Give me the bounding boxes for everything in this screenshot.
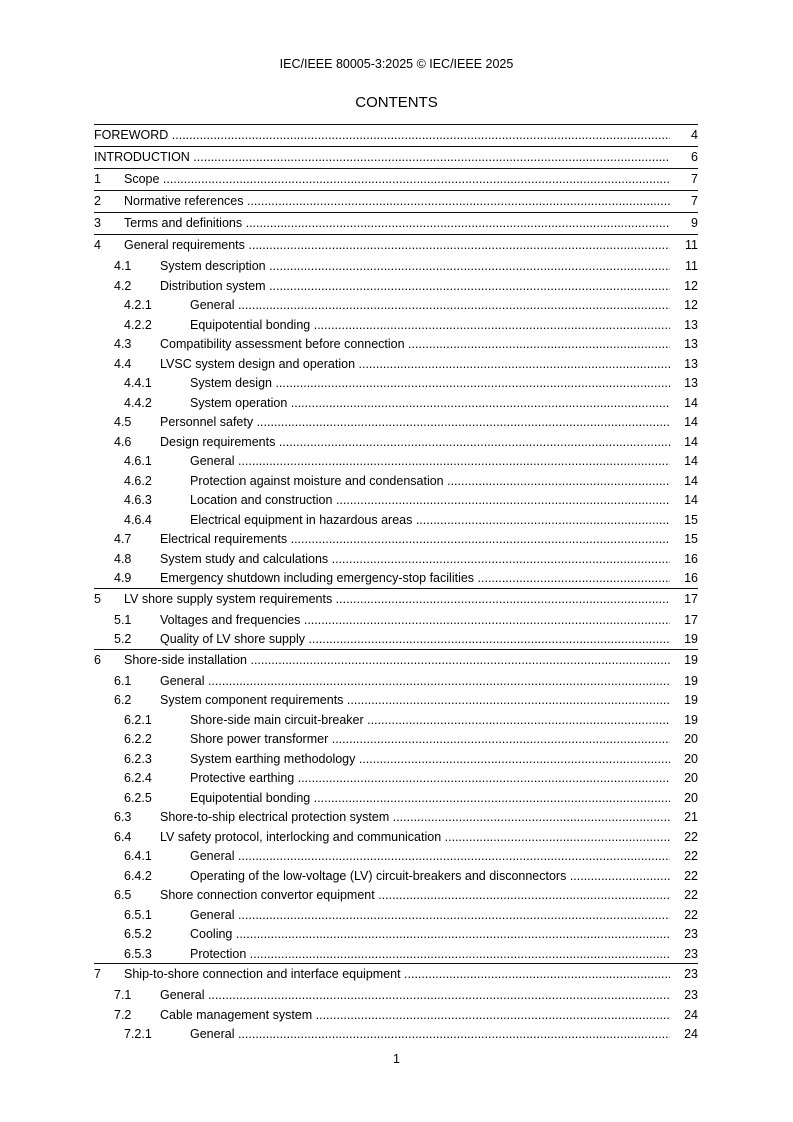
toc-entry-page: 13 bbox=[682, 315, 698, 335]
toc-entry-title: System operation ..... bbox=[190, 393, 670, 413]
toc-entry-page: 17 bbox=[682, 589, 698, 609]
toc-entry-title: Voltages and frequencies ..... bbox=[160, 610, 670, 630]
toc-entry[interactable] bbox=[94, 146, 698, 169]
toc-entry-page: 24 bbox=[682, 1024, 698, 1044]
toc-entry-title: Personnel safety ..... bbox=[160, 412, 670, 432]
toc-entry-title: Shore-side main circuit-breaker ..... bbox=[190, 710, 670, 730]
toc-entry-page: 12 bbox=[682, 295, 698, 315]
toc-entry[interactable] bbox=[94, 629, 698, 649]
toc-entry-number: 4.6.4 bbox=[124, 512, 152, 527]
toc-entry-number: 6.5.1 bbox=[124, 907, 152, 922]
toc-entry-page: 22 bbox=[682, 905, 698, 925]
toc-entry-title: System component requirements ..... bbox=[160, 690, 670, 710]
toc-entry[interactable] bbox=[94, 649, 698, 672]
toc-entry-number: 6.2.2 bbox=[124, 732, 152, 746]
toc-entry[interactable] bbox=[94, 549, 698, 569]
toc-entry-number: 4.1 bbox=[114, 259, 132, 273]
toc-entry-page: 7 bbox=[689, 169, 698, 189]
toc-entry-title: General ..... bbox=[160, 671, 670, 691]
toc-entry-number: 4.4.2 bbox=[124, 395, 152, 410]
toc-entry-number: 5.2 bbox=[114, 632, 132, 646]
toc-entry-number: 6.2.1 bbox=[124, 712, 152, 727]
toc-entry[interactable] bbox=[94, 827, 698, 847]
toc-entry[interactable] bbox=[94, 985, 698, 1005]
toc-entry[interactable] bbox=[94, 807, 698, 827]
toc-entry-title: Electrical equipment in hazardous areas ..... bbox=[190, 510, 670, 530]
toc-entry-page: 19 bbox=[682, 671, 698, 691]
toc-entry-page: 11 bbox=[683, 256, 698, 276]
toc-entry-number: 6 bbox=[94, 652, 101, 667]
toc-entry-page: 15 bbox=[682, 529, 698, 549]
toc-entry-title: LVSC system design and operation ..... bbox=[160, 354, 670, 374]
toc-entry-title: General ..... bbox=[190, 905, 670, 925]
toc-entry-title: Electrical requirements ..... bbox=[160, 529, 670, 549]
toc-entry-number: 6.5 bbox=[114, 888, 132, 902]
toc-entry-number: 4 bbox=[94, 238, 101, 252]
toc-entry[interactable] bbox=[94, 846, 698, 866]
toc-entry-number: 6.2.5 bbox=[124, 790, 152, 805]
toc-entry-page: 23 bbox=[682, 924, 698, 944]
toc-entry-page: 22 bbox=[682, 885, 698, 905]
toc-entry-title: Distribution system ..... bbox=[160, 276, 670, 296]
toc-entry[interactable] bbox=[94, 212, 698, 235]
toc-entry-page: 23 bbox=[682, 964, 698, 984]
toc-entry-number: 5 bbox=[94, 591, 101, 606]
toc-entry-number: 4.6.3 bbox=[124, 493, 152, 507]
toc-entry-page: 22 bbox=[682, 827, 698, 847]
toc-entry-title: LV shore supply system requirements ..... bbox=[124, 589, 670, 609]
toc-entry-number: 4.2.2 bbox=[124, 317, 152, 332]
toc-entry[interactable] bbox=[94, 276, 698, 296]
toc-entry-title: General ..... bbox=[160, 985, 670, 1005]
toc-entry[interactable] bbox=[94, 124, 698, 147]
toc-entry-page: 14 bbox=[682, 393, 698, 413]
toc-entry[interactable] bbox=[94, 234, 698, 257]
toc-entry-page: 23 bbox=[682, 985, 698, 1005]
toc-entry-title: LV safety protocol, interlocking and communication ..... bbox=[160, 827, 670, 847]
toc-entry-title: Protection against moisture and condensation ..... bbox=[190, 471, 670, 491]
toc-entry-number: 4.4 bbox=[114, 356, 132, 371]
toc-entry[interactable] bbox=[94, 295, 698, 315]
toc-entry-number: 6.2.4 bbox=[124, 771, 152, 785]
toc-entry-page: 19 bbox=[682, 710, 698, 730]
toc-entry[interactable] bbox=[94, 885, 698, 905]
page-number: 1 bbox=[393, 1052, 400, 1066]
toc-entry-title: Ship-to-shore connection and interface equipment ..... bbox=[124, 964, 670, 984]
toc-entry-number: 4.4.1 bbox=[124, 376, 152, 390]
toc-entry[interactable] bbox=[94, 866, 698, 886]
toc-entry-number: 4.5 bbox=[114, 415, 132, 429]
toc-entry[interactable] bbox=[94, 490, 698, 510]
toc-entry[interactable] bbox=[94, 690, 698, 710]
toc-entry[interactable] bbox=[94, 432, 698, 452]
toc-entry-title: Normative references ..... bbox=[124, 191, 670, 211]
toc-entry[interactable] bbox=[94, 944, 698, 964]
toc-entry-number: 6.2.3 bbox=[124, 751, 152, 766]
toc-entry-number: 4.2 bbox=[114, 278, 132, 293]
toc-entry-page: 20 bbox=[682, 788, 698, 808]
toc-entry-page: 14 bbox=[682, 412, 698, 432]
toc-entry-number: 6.4.2 bbox=[124, 868, 152, 883]
toc-entry-title: Shore connection convertor equipment ..... bbox=[160, 885, 670, 905]
toc-entry-number: 4.7 bbox=[114, 532, 132, 546]
toc-entry-page: 9 bbox=[689, 213, 698, 233]
toc-entry-page: 22 bbox=[682, 846, 698, 866]
toc-entry-number: 4.9 bbox=[114, 571, 132, 585]
toc-entry-page: 12 bbox=[682, 276, 698, 296]
toc-entry-number: 3 bbox=[94, 216, 101, 230]
toc-entry-page: 19 bbox=[682, 629, 698, 649]
toc-entry[interactable] bbox=[94, 729, 698, 749]
toc-entry[interactable] bbox=[94, 373, 698, 393]
toc-entry-title: System study and calculations ..... bbox=[160, 549, 670, 569]
toc-entry-number: 4.2.1 bbox=[124, 298, 152, 312]
toc-entry-number: 6.4 bbox=[114, 829, 132, 844]
toc-entry-number: 1 bbox=[94, 172, 101, 186]
toc-entry-title: Equipotential bonding ..... bbox=[190, 788, 670, 808]
toc-entry-number: 2 bbox=[94, 194, 101, 208]
toc-entry-number: 6.4.1 bbox=[124, 849, 152, 863]
toc-entry-page: 20 bbox=[682, 768, 698, 788]
toc-entry-page: 7 bbox=[689, 191, 698, 211]
toc-entry-title: Shore-side installation ..... bbox=[124, 650, 670, 670]
toc-entry[interactable] bbox=[94, 1024, 698, 1044]
contents-title: CONTENTS bbox=[355, 94, 438, 111]
toc-entry-number: 7.2.1 bbox=[124, 1027, 152, 1041]
toc-entry-page: 22 bbox=[682, 866, 698, 886]
toc-entry-page: 14 bbox=[682, 451, 698, 471]
toc-entry-title: Emergency shutdown including emergency-stop facilities ..... bbox=[160, 568, 670, 588]
toc-entry[interactable] bbox=[94, 393, 698, 413]
toc-entry-title: System description ..... bbox=[160, 256, 670, 276]
toc-entry-title: Design requirements ..... bbox=[160, 432, 670, 452]
toc-entry-title: Shore power transformer ..... bbox=[190, 729, 670, 749]
toc-entry-number: 6.1 bbox=[114, 673, 132, 688]
toc-entry-page: 19 bbox=[682, 690, 698, 710]
running-header: IEC/IEEE 80005-3:2025 © IEC/IEEE 2025 bbox=[279, 57, 514, 71]
toc-entry-number: 4.3 bbox=[114, 337, 132, 351]
toc-entry-title: INTRODUCTION ..... bbox=[94, 147, 670, 167]
toc-entry[interactable] bbox=[94, 588, 698, 611]
toc-entry-page: 13 bbox=[682, 354, 698, 374]
toc-entry-page: 13 bbox=[682, 373, 698, 393]
toc-entry-page: 11 bbox=[683, 235, 698, 255]
toc-entry-page: 15 bbox=[682, 510, 698, 530]
toc-entry-page: 16 bbox=[682, 568, 698, 588]
toc-entry[interactable] bbox=[94, 568, 698, 588]
toc-entry-number: 4.6.2 bbox=[124, 473, 152, 488]
toc-entry-title: System earthing methodology ..... bbox=[190, 749, 670, 769]
toc-entry[interactable] bbox=[94, 529, 698, 549]
toc-entry-title: General ..... bbox=[190, 295, 670, 315]
toc-entry-title: Compatibility assessment before connection ..... bbox=[160, 334, 670, 354]
toc-entry-title: Scope ..... bbox=[124, 169, 670, 189]
toc-entry[interactable] bbox=[94, 610, 698, 630]
toc-entry[interactable] bbox=[94, 190, 698, 213]
toc-entry[interactable] bbox=[94, 749, 698, 769]
toc-entry[interactable] bbox=[94, 1005, 698, 1025]
toc-entry[interactable] bbox=[94, 788, 698, 808]
toc-entry-number: 6.5.2 bbox=[124, 927, 152, 941]
toc-entry-number: 6.5.3 bbox=[124, 946, 152, 961]
toc-entry-number: 7.2 bbox=[114, 1007, 132, 1022]
toc-entry-page: 6 bbox=[689, 147, 698, 167]
toc-entry-page: 14 bbox=[682, 432, 698, 452]
toc-entry-page: 13 bbox=[682, 334, 698, 354]
toc-entry[interactable] bbox=[94, 451, 698, 471]
toc-entry-number: 5.1 bbox=[114, 612, 132, 627]
toc-entry[interactable] bbox=[94, 671, 698, 691]
toc-entry-number: 6.2 bbox=[114, 693, 132, 707]
toc-entry[interactable] bbox=[94, 168, 698, 191]
toc-entry[interactable] bbox=[94, 963, 698, 986]
toc-entry-title: Shore-to-ship electrical protection system ..... bbox=[160, 807, 670, 827]
toc-entry[interactable] bbox=[94, 334, 698, 354]
toc-entry[interactable] bbox=[94, 510, 698, 530]
toc-entry-page: 14 bbox=[682, 490, 698, 510]
toc-entry-page: 20 bbox=[682, 729, 698, 749]
toc-entry-number: 4.6.1 bbox=[124, 454, 152, 468]
toc-entry-page: 14 bbox=[682, 471, 698, 491]
toc-entry-number: 4.6 bbox=[114, 434, 132, 449]
toc-entry[interactable] bbox=[94, 315, 698, 335]
toc-entry-page: 17 bbox=[682, 610, 698, 630]
toc-entry-page: 20 bbox=[682, 749, 698, 769]
toc-entry-title: Terms and definitions ..... bbox=[124, 213, 670, 233]
toc-entry[interactable] bbox=[94, 768, 698, 788]
toc-entry-title: Cooling ..... bbox=[190, 924, 670, 944]
toc-entry[interactable] bbox=[94, 354, 698, 374]
toc-entry-title: Operating of the low-voltage (LV) circuit-breakers and disconnectors ..... bbox=[190, 866, 670, 886]
toc-entry-page: 16 bbox=[682, 549, 698, 569]
toc-entry-title: System design ..... bbox=[190, 373, 670, 393]
toc-entry-title: Protection ..... bbox=[190, 944, 670, 964]
toc-entry-page: 23 bbox=[682, 944, 698, 964]
toc-entry-page: 21 bbox=[682, 807, 698, 827]
toc-entry-title: Location and construction ..... bbox=[190, 490, 670, 510]
toc-entry-number: 6.3 bbox=[114, 810, 132, 824]
toc-entry-title: General ..... bbox=[190, 846, 670, 866]
toc-entry-number: 7.1 bbox=[114, 988, 132, 1002]
toc-entry-title: General ..... bbox=[190, 1024, 670, 1044]
toc-entry[interactable] bbox=[94, 710, 698, 730]
toc-entry-title: General ..... bbox=[190, 451, 670, 471]
toc-entry[interactable] bbox=[94, 905, 698, 925]
toc-entry-page: 4 bbox=[689, 125, 698, 145]
toc-entry-page: 24 bbox=[682, 1005, 698, 1025]
toc-entry-title: Cable management system ..... bbox=[160, 1005, 670, 1025]
toc-entry-title: FOREWORD ..... bbox=[94, 125, 670, 145]
toc-entry[interactable] bbox=[94, 256, 698, 276]
toc-entry[interactable] bbox=[94, 924, 698, 944]
toc-entry-number: 4.8 bbox=[114, 551, 132, 566]
toc-entry[interactable] bbox=[94, 471, 698, 491]
toc-entry-page: 19 bbox=[682, 650, 698, 670]
toc-entry-title: Quality of LV shore supply ..... bbox=[160, 629, 670, 649]
toc-entry-title: Protective earthing ..... bbox=[190, 768, 670, 788]
toc-entry-title: General requirements ..... bbox=[124, 235, 670, 255]
toc-entry-number: 7 bbox=[94, 967, 101, 981]
toc-entry-title: Equipotential bonding ..... bbox=[190, 315, 670, 335]
toc-entry[interactable] bbox=[94, 412, 698, 432]
